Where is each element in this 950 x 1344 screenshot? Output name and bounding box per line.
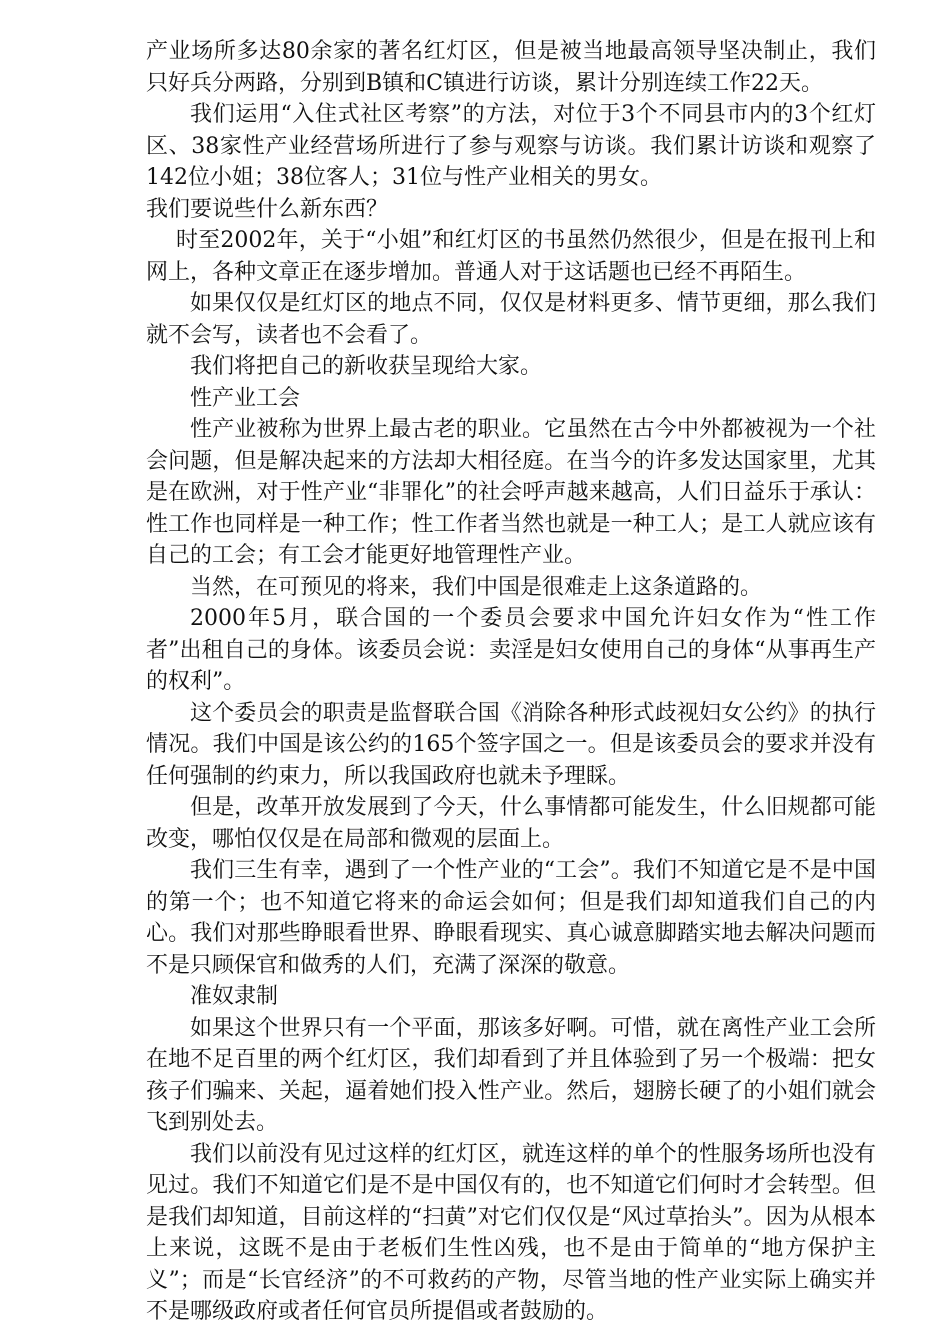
- paragraph: 我们以前没有见过这样的红灯区，就连这样的单个的性服务场所也没有见过。我们不知道它们是不是中国仅有的，也不知道它们何时才会转型。但是我们却知道，目前这样的“扫黄”对它们仅仅是“风过草抬头”。因为从根本上来说，这既不是由于老板们生性凶残，也不是由于简单的“地方保护主义”；而是“长官经济”的不可救药的产物，尽管当地的性产业实际上确实并不是哪级政府或者任何官员所提倡或者鼓励的。: [146, 1141, 876, 1324]
- paragraph: 这个委员会的职责是监督联合国《消除各种形式歧视妇女公约》的执行情况。我们中国是该公约的165个签字国之一。但是该委员会的要求并没有任何强制的约束力，所以我国政府也就未予理睬。: [146, 700, 876, 789]
- section-heading-quasi-slavery: 准奴隶制: [190, 984, 279, 1009]
- section-heading-union: 性产业工会: [190, 385, 301, 411]
- body-text: [146, 36, 876, 1328]
- paragraph: 我们将把自己的新收获呈现给大家。: [190, 354, 543, 379]
- paragraph: 但是，改革开放发展到了今天，什么事情都可能发生，什么旧规都可能改变，哪怕仅仅是在局部和微观的层面上。: [146, 795, 876, 852]
- paragraph: 我们运用“入住式社区考察”的方法，对位于3个不同县市内的3个红灯区、38家性产业经营场所进行了参与观察与访谈。我们累计访谈和观察了142位小姐；38位客人；31位与性产业相关的男女。: [146, 102, 876, 190]
- section-question-heading: 我们要说些什么新东西？: [146, 196, 389, 222]
- paragraph: 性产业被称为世界上最古老的职业。它虽然在古今中外都被视为一个社会问题，但是解决起来的方法却大相径庭。在当今的许多发达国家里，尤其是在欧洲，对于性产业“非罪化”的社会呼声越来越高，人们日益乐于承认：性工作也同样是一种工作；性工作者当然也就是一种工人；是工人就应该有自己的工会；有工会才能更好地管理性产业。: [146, 417, 876, 568]
- paragraph: 当然，在可预见的将来，我们中国是很难走上这条道路的。: [190, 574, 763, 600]
- paragraph: 产业场所多达80余家的著名红灯区，但是被当地最高领导坚决制止，我们只好兵分两路，分别到B镇和C镇进行访谈，累计分别连续工作22天。: [146, 39, 876, 96]
- paragraph: 我们三生有幸，遇到了一个性产业的“工会”。我们不知道它是不是中国的第一个；也不知道它将来的命运会如何；但是我们却知道我们自己的内心。我们对那些睁眼看世界、睁眼看现实、真心诚意脚踏实地去解决问题而不是只顾保官和做秀的人们，充满了深深的敬意。: [146, 858, 876, 978]
- paragraph: 2000年5月，联合国的一个委员会要求中国允许妇女作为“性工作者”出租自己的身体。该委员会说：卖淫是妇女使用自己的身体“从事再生产的权利”。: [146, 606, 876, 694]
- paragraph: 如果这个世界只有一个平面，那该多好啊。可惜，就在离性产业工会所在地不足百里的两个红灯区，我们却看到了并且体验到了另一个极端：把女孩子们骗来、关起，逼着她们投入性产业。然后，翅膀长硬了的小姐们就会飞到别处去。: [146, 1015, 876, 1135]
- paragraph: 如果仅仅是红灯区的地点不同，仅仅是材料更多、情节更细，那么我们就不会写，读者也不会看了。: [146, 291, 876, 348]
- paragraph: 时至2002年，关于“小姐”和红灯区的书虽然仍然很少，但是在报刊上和网上，各种文章正在逐步增加。普通人对于这话题也已经不再陌生。: [146, 228, 876, 285]
